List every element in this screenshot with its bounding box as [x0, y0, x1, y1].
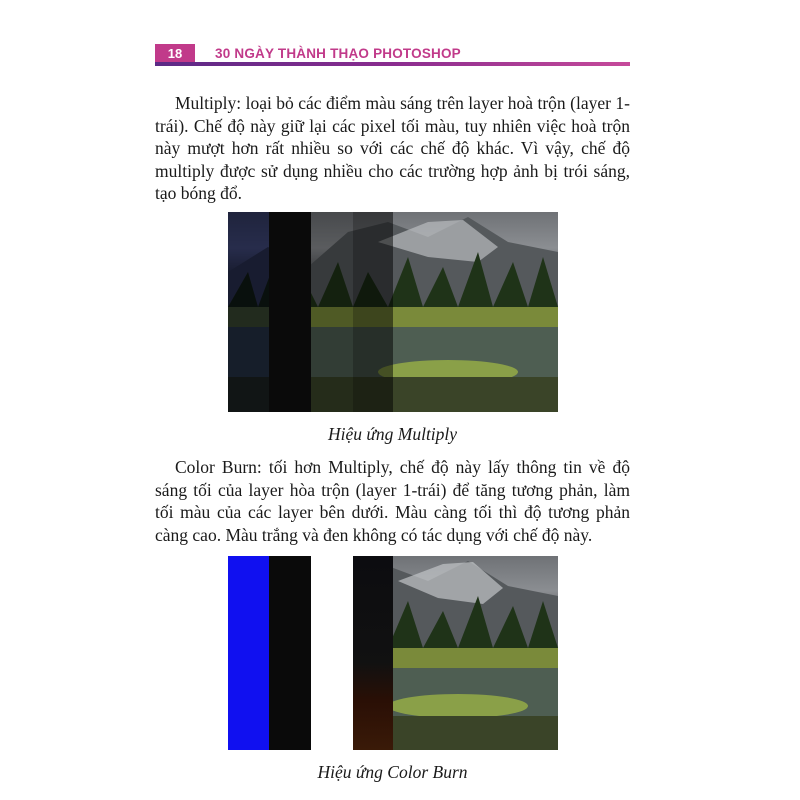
- header-rule: [155, 62, 630, 66]
- multiply-caption: Hiệu ứng Multiply: [327, 424, 458, 444]
- multiply-paragraph: [155, 92, 630, 205]
- page-number: 18: [155, 44, 195, 64]
- color-burn-text: Color Burn: tối hơn Multiply, chế độ này lấy thông tin về độ sáng tối của layer hòa trộn (layer 1-trái) để tăng tương phản, làm tối màu của các layer bên dưới. Màu càng tối thì độ tương phản càng cao. Màu trắng và đen không có tác dụng với chế độ này.: [155, 457, 630, 545]
- running-header: [155, 44, 630, 64]
- multiply-figure: [228, 212, 558, 412]
- color-burn-figure: [228, 556, 558, 750]
- color-burn-caption: Hiệu ứng Color Burn: [317, 762, 468, 782]
- multiply-text: Multiply: loại bỏ các điểm màu sáng trên layer hoà trộn (layer 1-trái). Chế độ này giữ lại các pixel tối màu, tuy nhiên việc hoà trộn này mượt hơn rất nhiều so với các chế độ khác. Vì vậy, chế độ multiply được sử dụng nhiều cho các trường hợp ảnh bị trói sáng, tạo bóng đổ.: [155, 93, 630, 203]
- book-title: 30 NGÀY THÀNH THẠO PHOTOSHOP: [215, 46, 461, 61]
- color-burn-paragraph: [155, 456, 630, 546]
